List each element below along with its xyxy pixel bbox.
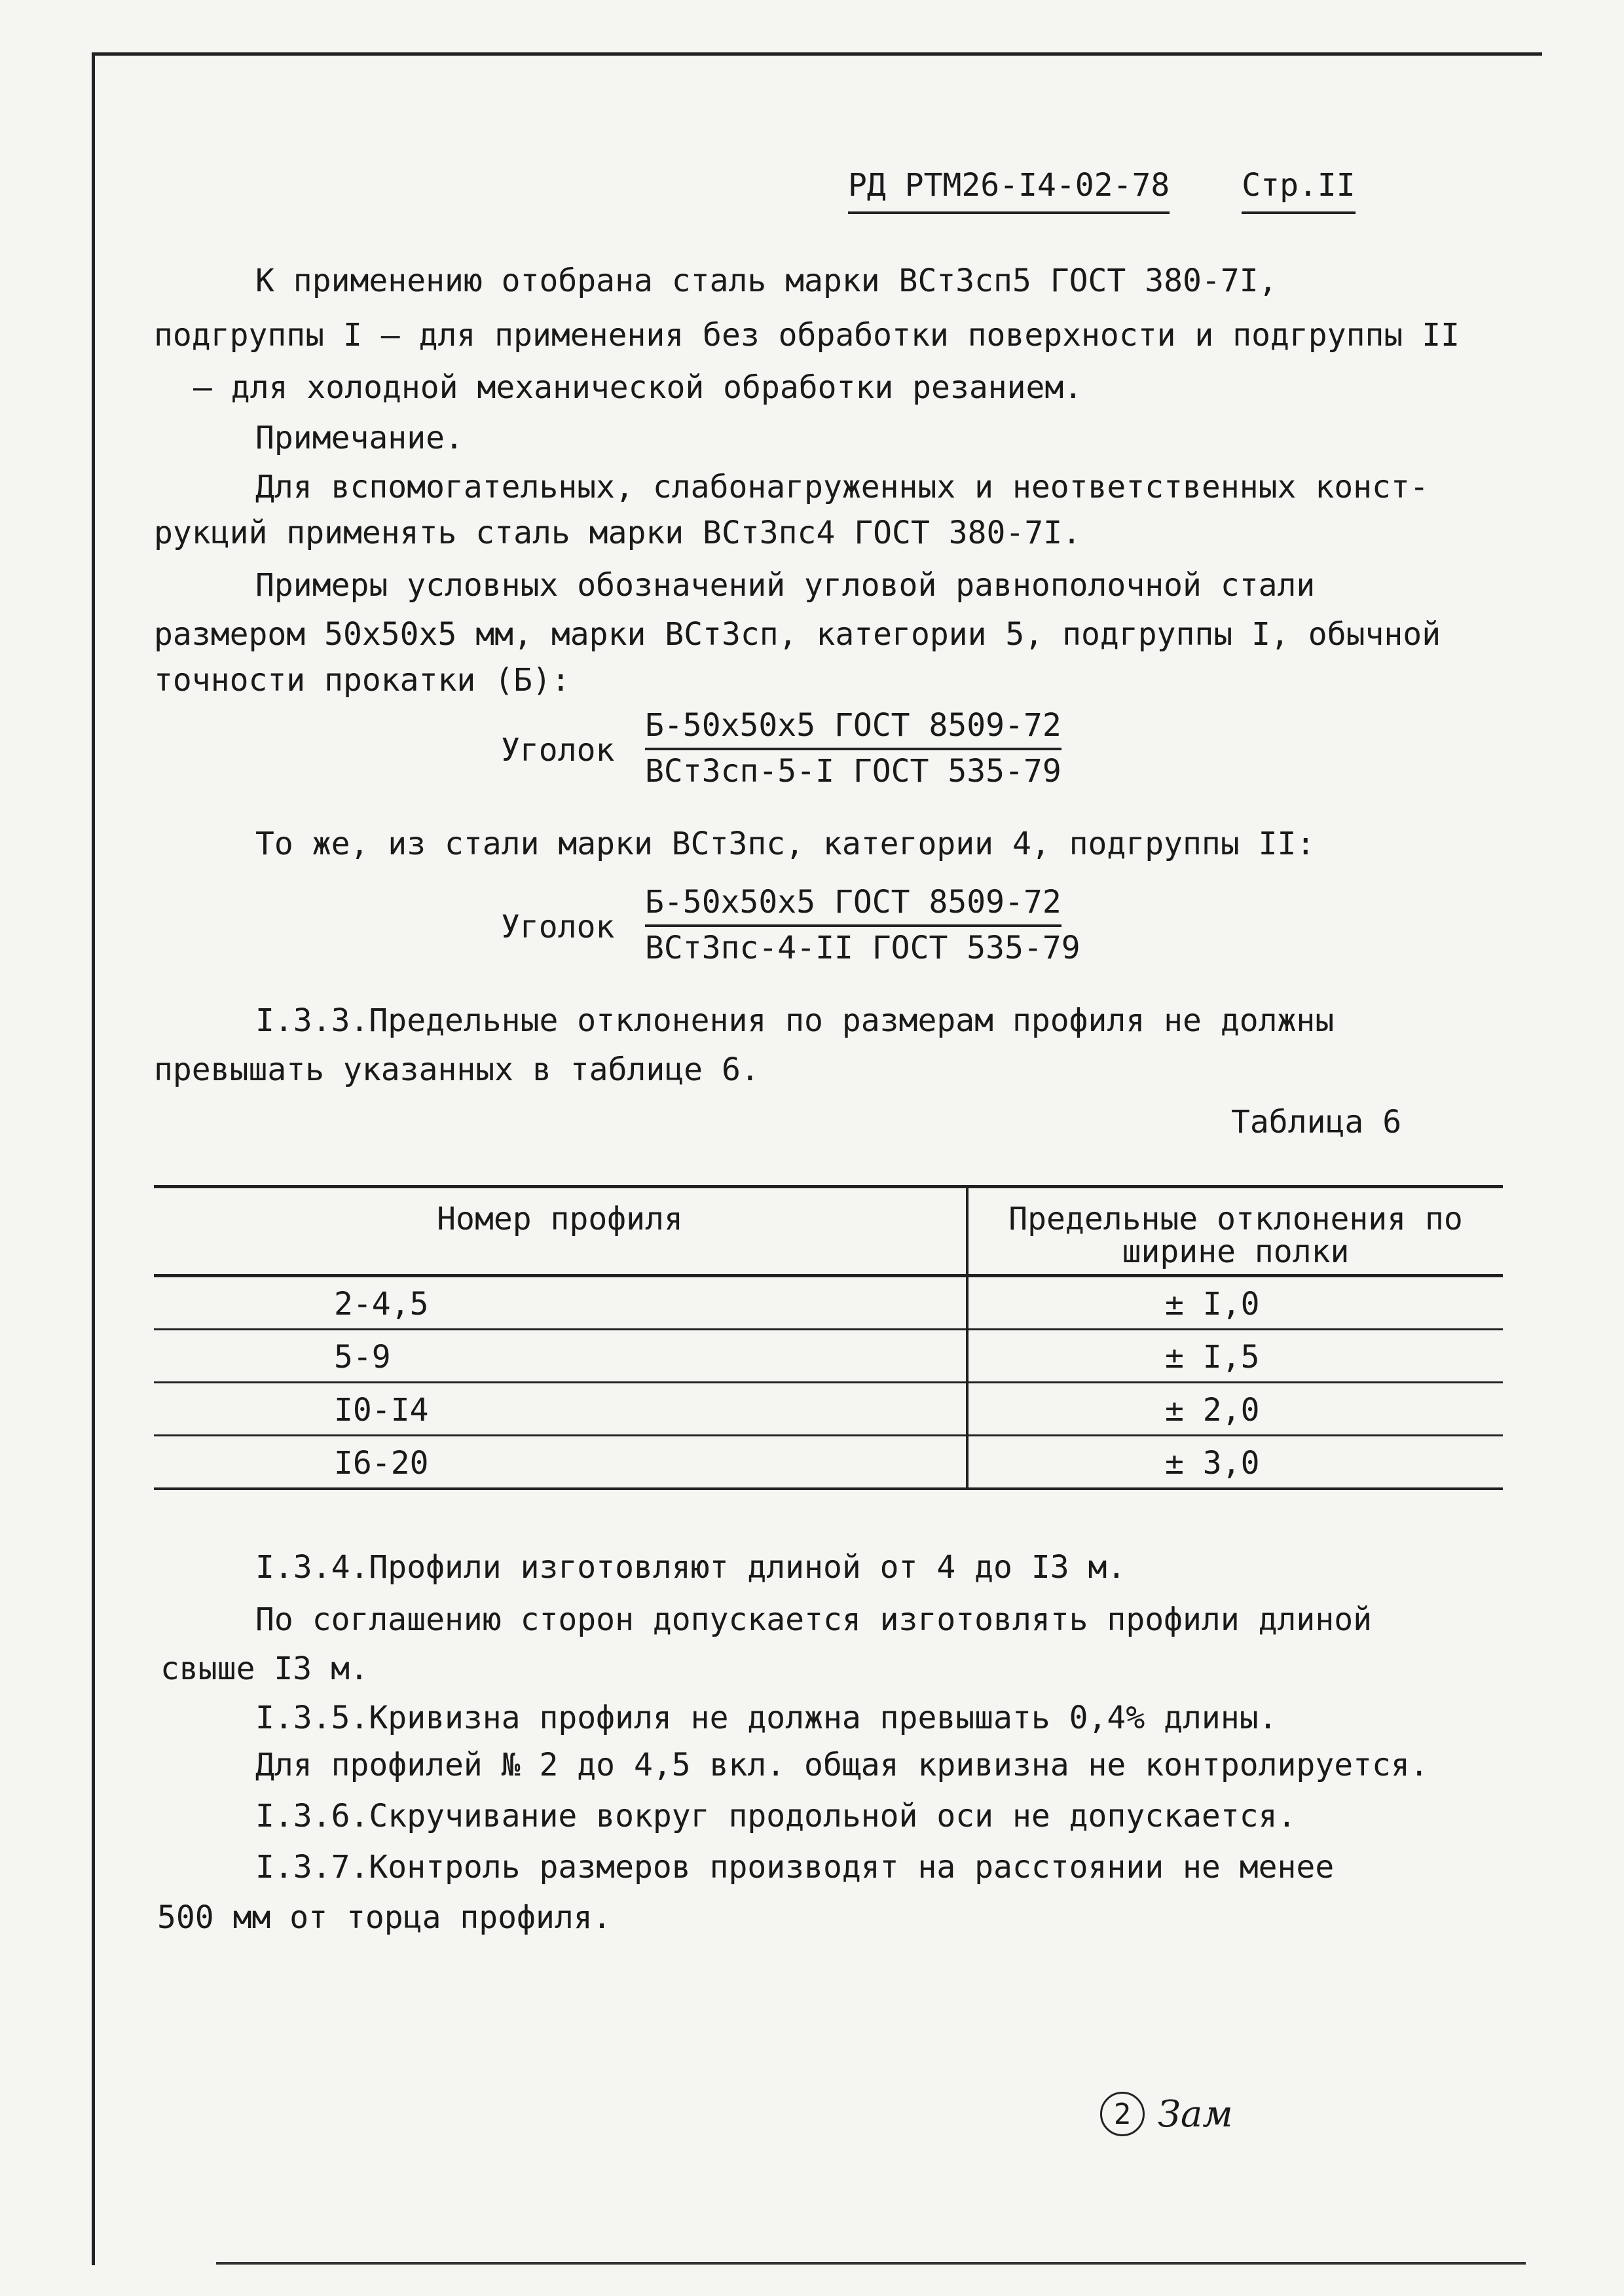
tolerance-cell: ± I,0 [967, 1275, 1503, 1329]
document-code: РД РТМ26-I4-02-78 [848, 167, 1170, 214]
paragraph-line: превышать указанных в таблице 6. [154, 1051, 760, 1088]
table-header-row [154, 1187, 1503, 1276]
tolerance-table [154, 1185, 1503, 1490]
profile-number-cell: I0-I4 [154, 1382, 967, 1435]
paragraph-line: По соглашению сторон допускается изготовлять профили длиной [255, 1601, 1373, 1638]
section-heading: I.3.7.Контроль размеров производят на расстоянии не менее [255, 1849, 1335, 1886]
paragraph-line: рукций применять сталь марки ВСт3пс4 ГОСТ 380-7I. [154, 515, 1082, 551]
section-heading: I.3.6.Скручивание вокруг продольной оси не допускается. [255, 1798, 1297, 1834]
page-number: Стр.II [1242, 167, 1355, 214]
tolerance-cell: ± 3,0 [967, 1435, 1503, 1489]
paragraph-line: – для холодной механической обработки резанием. [193, 369, 1083, 406]
designation-numerator: Б-50х50х5 ГОСТ 8509-72 [645, 884, 1061, 927]
column-header-profile: Номер профиля [154, 1187, 967, 1276]
table-row [154, 1275, 1503, 1329]
revision-note: Зам [1158, 2092, 1233, 2136]
frame-top-border [92, 52, 1542, 56]
paragraph-line: свыше I3 м. [160, 1650, 369, 1687]
paragraph-line: 500 мм от торца профиля. [157, 1899, 612, 1936]
revision-number: 2 [1100, 2092, 1145, 2136]
designation-numerator: Б-50х50х5 ГОСТ 8509-72 [645, 707, 1061, 750]
paragraph-line: подгруппы I – для применения без обработки поверхности и подгруппы II [154, 317, 1460, 354]
note-heading: Примечание. [255, 420, 464, 456]
paragraph-line: размером 50х50х5 мм, марки ВСт3сп, категории 5, подгруппы I, обычной [154, 616, 1441, 653]
table-row [154, 1329, 1503, 1382]
frame-left-border [92, 52, 95, 2265]
designation-denominator: ВСт3сп-5-I ГОСТ 535-79 [645, 753, 1061, 790]
paragraph-line: К применению отобрана сталь марки ВСт3сп5 ГОСТ 380-7I, [255, 263, 1278, 299]
revision-mark [1100, 2092, 1233, 2136]
table [154, 1185, 1503, 1490]
section-heading: I.3.3.Предельные отклонения по размерам профиля не должны [255, 1002, 1335, 1039]
designation-denominator: ВСт3пс-4-II ГОСТ 535-79 [645, 930, 1080, 966]
paragraph-line: Для вспомогательных, слабонагруженных и неответственных конст- [255, 469, 1429, 505]
column-header-tolerance: Предельные отклонения по ширине полки [1008, 1201, 1463, 1271]
profile-number-cell: I6-20 [154, 1435, 967, 1489]
section-heading: I.3.4.Профили изготовляют длиной от 4 до I3 м. [255, 1549, 1126, 1586]
tolerance-cell: ± 2,0 [967, 1382, 1503, 1435]
tolerance-cell: ± I,5 [967, 1329, 1503, 1382]
paragraph-line: То же, из стали марки ВСт3пс, категории 4, подгруппы II: [255, 826, 1316, 862]
designation-word: Уголок [501, 732, 615, 769]
profile-number-cell: 5-9 [154, 1329, 967, 1382]
paragraph-line: Примеры условных обозначений угловой равнополочной стали [255, 567, 1316, 604]
table-caption: Таблица 6 [1231, 1104, 1402, 1140]
frame-bottom-border [216, 2262, 1526, 2265]
paragraph-line: точности прокатки (Б): [154, 662, 570, 699]
section-heading: I.3.5.Кривизна профиля не должна превышать 0,4% длины. [255, 1700, 1278, 1736]
table-row [154, 1382, 1503, 1435]
table-row [154, 1435, 1503, 1489]
designation-word: Уголок [501, 909, 615, 945]
page-header [848, 167, 1356, 214]
profile-number-cell: 2-4,5 [154, 1275, 967, 1329]
paragraph-line: Для профилей № 2 до 4,5 вкл. общая кривизна не контролируется. [255, 1747, 1429, 1783]
